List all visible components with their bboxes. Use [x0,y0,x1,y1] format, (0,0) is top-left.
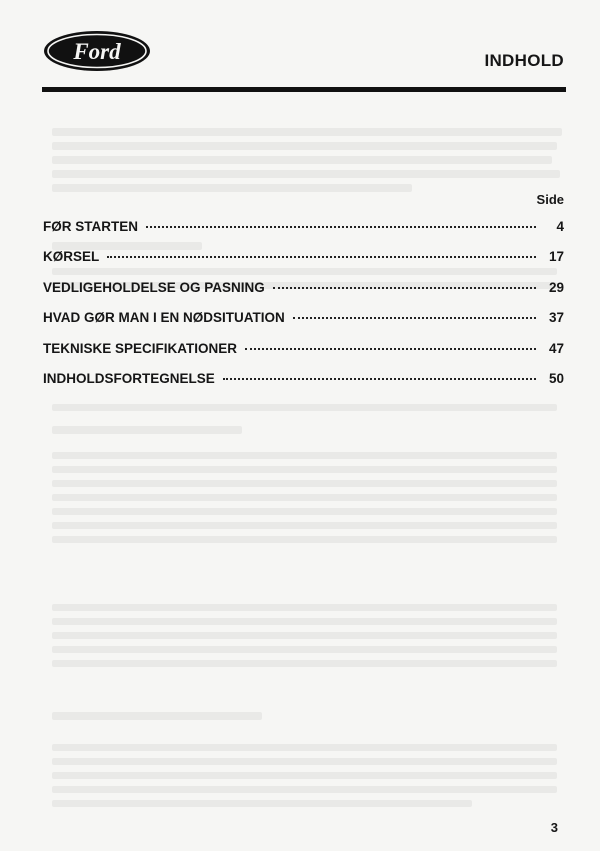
toc-entry[interactable] [43,310,564,340]
dot-leader [223,378,536,380]
toc-entry-page: 50 [548,370,564,386]
toc-entry[interactable] [43,249,564,279]
toc-entry[interactable] [43,341,564,371]
toc-entry-title: TEKNISKE SPECIFIKATIONER [43,340,238,356]
toc-entry-title: VEDLIGEHOLDELSE OG PASNING [43,279,265,295]
toc-entry-title: HVAD GØR MAN I EN NØDSITUATION [43,310,285,326]
page-title: INDHOLD [484,51,564,70]
page-column-label: Side [536,192,564,207]
toc-entry-page: 17 [548,249,564,265]
toc-entry[interactable] [43,280,564,310]
toc-entry[interactable] [43,371,564,401]
dot-leader [245,348,536,350]
toc-entry-page: 29 [548,279,564,295]
table-of-contents [43,219,564,401]
toc-entry-title: INDHOLDSFORTEGNELSE [43,370,215,386]
dot-leader [146,226,536,228]
dot-leader [107,256,536,258]
logo-wordmark: Ford [73,39,121,64]
dot-leader [273,287,536,289]
ford-logo [43,30,151,72]
page-number: 3 [550,820,558,835]
toc-entry-title: FØR STARTEN [43,219,138,234]
toc-entry-page: 37 [548,310,564,326]
toc-entry-title: KØRSEL [43,249,100,265]
toc-entry-page: 47 [548,340,564,356]
toc-entry[interactable] [43,219,564,249]
dot-leader [293,317,536,319]
toc-entry-page: 4 [556,219,564,234]
header-divider [42,87,566,92]
